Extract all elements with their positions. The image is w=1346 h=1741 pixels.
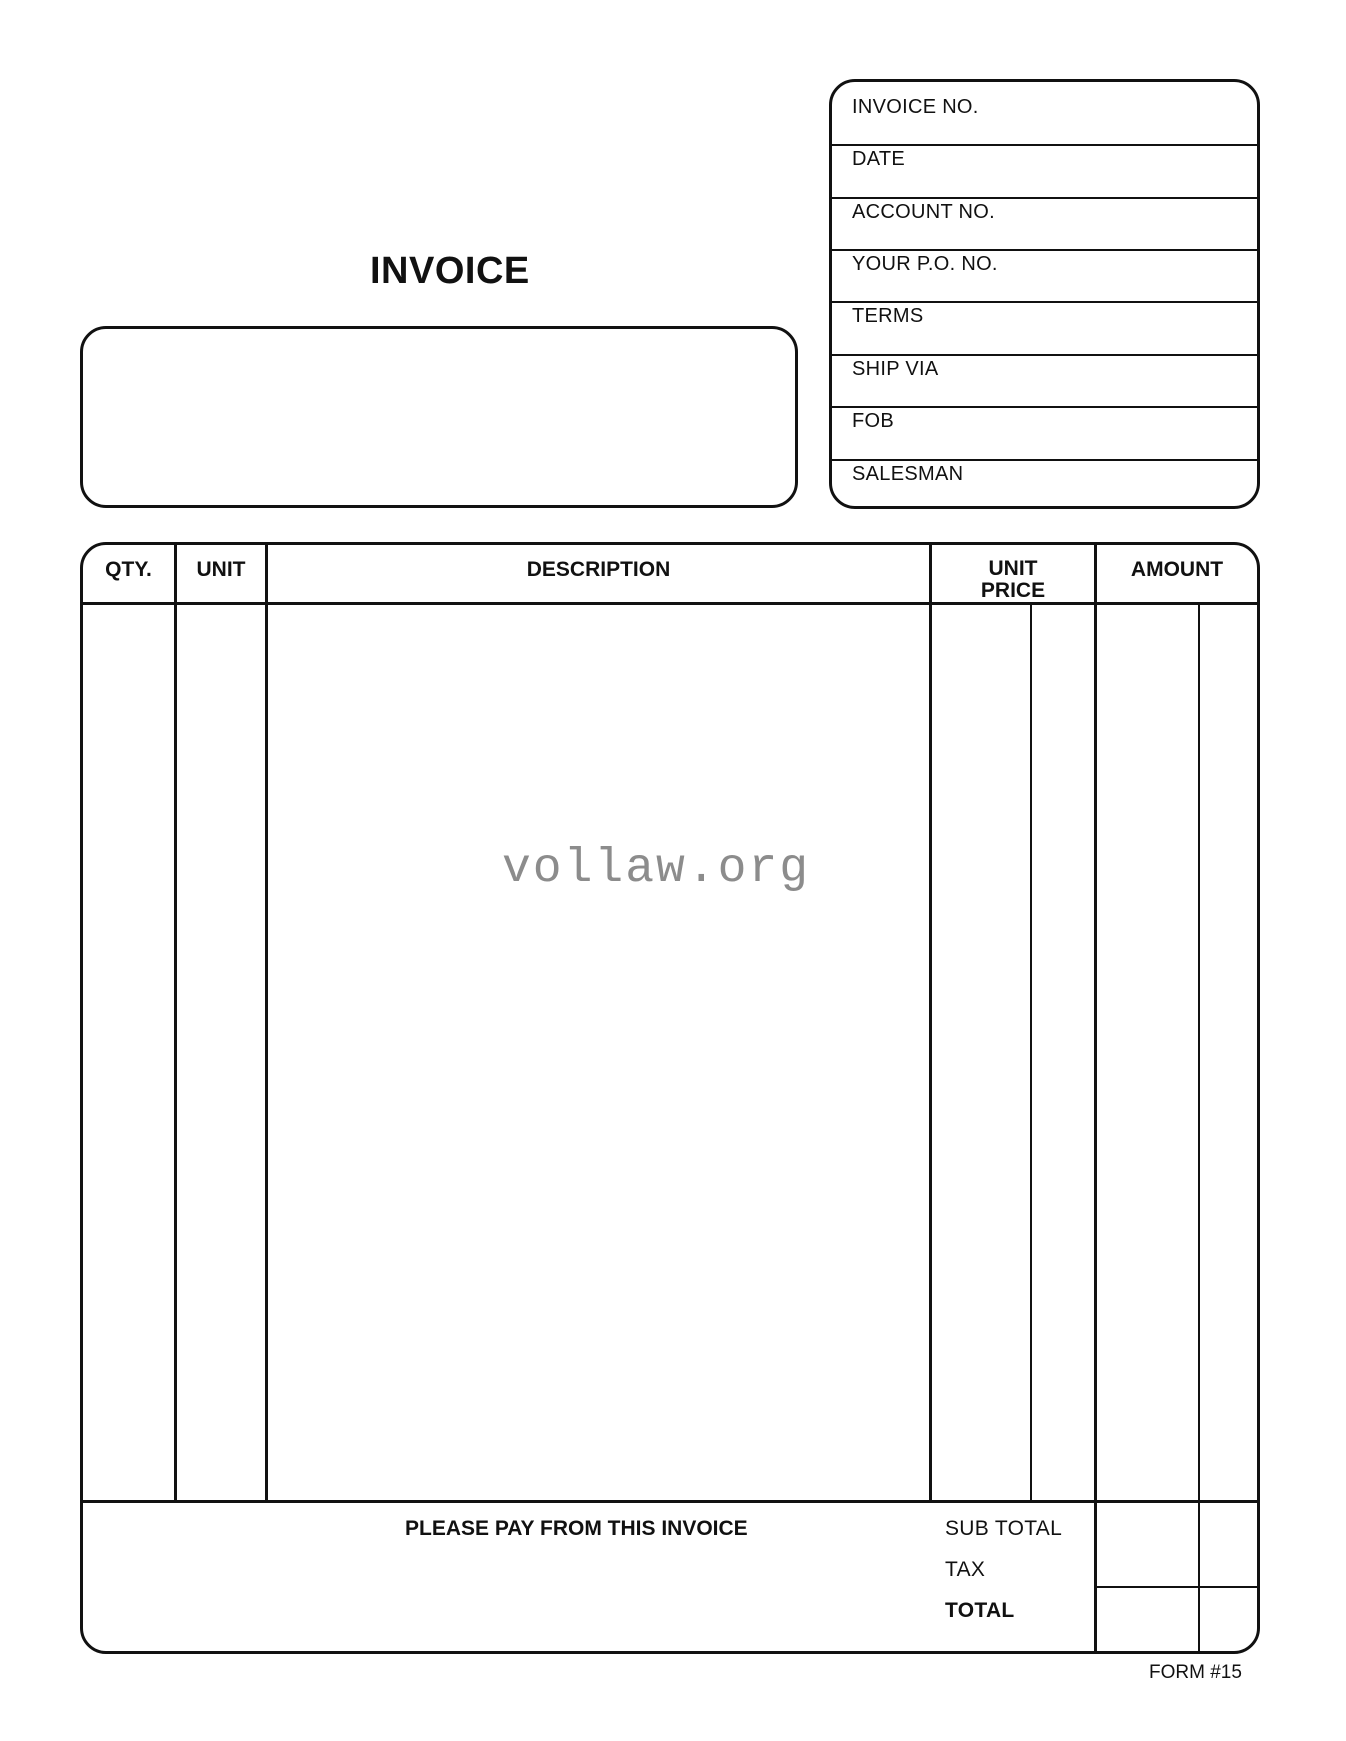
description-column-area[interactable] — [268, 605, 929, 1500]
info-label: SHIP VIA — [852, 358, 939, 380]
header-qty: QTY. — [105, 558, 152, 581]
info-row-ship-via[interactable] — [832, 344, 1257, 397]
header-unit-price-line2: PRICE — [980, 579, 1046, 602]
header-amount: AMOUNT — [1130, 558, 1224, 581]
total-field[interactable] — [1097, 1588, 1257, 1654]
info-row-invoice-no[interactable] — [832, 82, 1257, 135]
header-unit-price-line1: UNIT — [988, 557, 1038, 580]
info-row-po-no[interactable] — [832, 239, 1257, 292]
tax-label: TAX — [945, 1558, 986, 1581]
info-label: INVOICE NO. — [852, 96, 979, 118]
invoice-title: INVOICE — [370, 250, 530, 292]
invoice-info-box — [829, 79, 1260, 509]
header-unit: UNIT — [196, 558, 246, 581]
line-items-table — [80, 542, 1260, 1654]
address-box[interactable] — [80, 326, 798, 508]
form-number: FORM #15 — [1149, 1662, 1242, 1683]
subtotal-label: SUB TOTAL — [945, 1517, 1063, 1540]
qty-column-area[interactable] — [83, 605, 174, 1500]
subtotal-tax-field[interactable] — [1097, 1503, 1257, 1586]
info-label: FOB — [852, 410, 895, 432]
header-description: DESCRIPTION — [526, 558, 671, 581]
total-label: TOTAL — [945, 1599, 1015, 1622]
info-label: TERMS — [852, 305, 924, 327]
info-label: SALESMAN — [852, 463, 964, 485]
amount-column-area[interactable] — [1097, 605, 1257, 1500]
unit-column-area[interactable] — [177, 605, 265, 1500]
pay-from-invoice-note: PLEASE PAY FROM THIS INVOICE — [405, 1517, 748, 1540]
header-unit-price — [932, 558, 1094, 602]
info-label: ACCOUNT NO. — [852, 201, 995, 223]
info-label: YOUR P.O. NO. — [852, 253, 998, 275]
info-row-account-no[interactable] — [832, 187, 1257, 240]
body-divider — [83, 1500, 1257, 1503]
watermark: vollaw.org — [502, 842, 811, 896]
unit-price-column-area[interactable] — [932, 605, 1094, 1500]
info-row-salesman[interactable] — [832, 449, 1257, 502]
info-row-terms[interactable] — [832, 291, 1257, 344]
info-label: DATE — [852, 148, 906, 170]
info-row-fob[interactable] — [832, 396, 1257, 449]
info-row-date[interactable] — [832, 134, 1257, 187]
